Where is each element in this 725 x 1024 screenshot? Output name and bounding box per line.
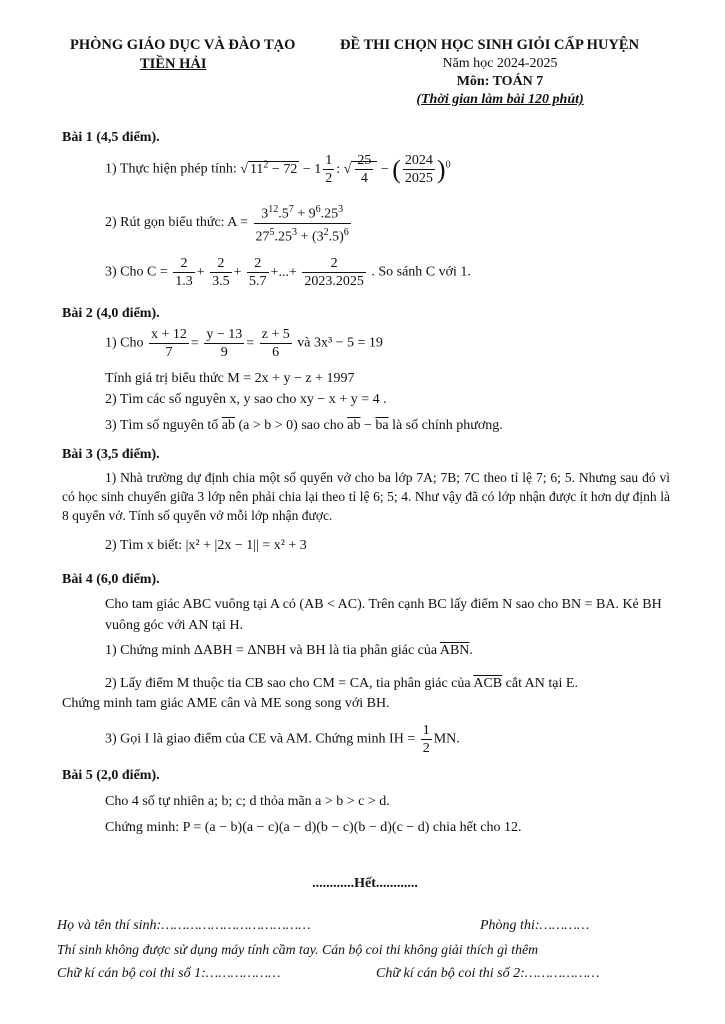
- bai3-title: Bài 3 (3,5 điểm).: [62, 447, 160, 462]
- bai2-q1-label: 1) Cho: [105, 335, 144, 351]
- bai3-q2: 2) Tìm x biết: |x² + |2x − 1|| = x² + 3: [105, 538, 307, 553]
- bai4-q1-dot: .: [469, 643, 473, 658]
- bai1-q3-tail: . So sánh C với 1.: [371, 264, 471, 280]
- bai5-title: Bài 5 (2,0 điểm).: [62, 768, 160, 783]
- bai1-q3-series: $\frac{2}{1.3}$ + $\frac{2}{3.5}$ + $\frac{2}{5.7}$ +...+ $\frac{2}{2023.2025}$: [175, 256, 364, 289]
- bai4-q1-text: 1) Chứng minh ΔABH = ΔNBH và BH là tia phân giác của: [105, 643, 438, 658]
- proctor-signature-2: Chữ kí cán bộ coi thi số 2:………………: [376, 966, 600, 981]
- calculator-note: Thí sinh không được sử dụng máy tính cầm tay. Cán bộ coi thi không giải thích gì thêm: [57, 942, 539, 957]
- bai1-q1: [105, 152, 451, 187]
- school-year: Năm học 2024-2025: [442, 56, 558, 71]
- bai5-line1: Cho 4 số tự nhiên a; b; c; d thỏa mãn a > b > c > d.: [105, 794, 390, 809]
- bai2-q1-ratios: $\frac{x + 12}{7}$ = $\frac{y - 13}{9}$ = $\frac{z + 5}{6}$: [151, 327, 290, 360]
- bai1-q1-label: 1) Thực hiện phép tính:: [105, 161, 237, 177]
- bai1-q2: [105, 201, 353, 245]
- bai1-q3: [105, 255, 471, 290]
- bai4-q3-mn: MN.: [433, 731, 460, 747]
- bai2-q3-text-g: là số chính phương.: [392, 418, 503, 433]
- bai4-q3-text: 3) Gọi I là giao điểm của CE và AM. Chứng minh IH =: [105, 731, 416, 747]
- bai2-q1-tail: và 3x³ − 5 = 19: [297, 335, 383, 351]
- bai2-q3-ab: $\overline{ab}$: [221, 418, 236, 433]
- bai4-q2: [105, 676, 578, 692]
- subject: Môn: TOÁN 7: [456, 74, 544, 89]
- bai1-q3-label: 3) Cho C =: [105, 264, 168, 280]
- bai1-q2-fraction: $\frac{3^{12}.5^7 + 9^6.25^3}{27^5.25^3 + (3^2.5)^6}$: [254, 201, 351, 245]
- bai1-q2-label: 2) Rút gọn biểu thức: A =: [105, 215, 249, 231]
- bai4-intro: Cho tam giác ABC vuông tại A có (AB < AC). Trên cạnh BC lấy điểm N sao cho BN = BA. Kẻ BH vuông góc với AN tại H.: [105, 597, 662, 633]
- candidate-name: Họ và tên thí sinh:………………………………: [57, 918, 311, 933]
- end-marker: ............Hết............: [312, 876, 418, 891]
- bai3-q1: 1) Nhà trường dự định chia một số quyển vở cho ba lớp 7A; 7B; 7C theo tỉ lệ 7; 6; 5. Nhưng sau đó vì có học sinh chuyển giữa 3 lớp nên phải chia lại theo tỉ lệ 6; 5; 4. Như vậy đã có lớp nhận được ít hơn dự định là 8 quyển vở. Tính số quyển vở mỗi lớp nhận được.: [62, 470, 670, 523]
- time-limit: (Thời gian làm bài 120 phút): [416, 92, 584, 107]
- exam-title: ĐỀ THI CHỌN HỌC SINH GIỎI CẤP HUYỆN: [340, 37, 640, 53]
- bai1-title: Bài 1 (4,5 điểm).: [62, 130, 160, 145]
- bai2-q3-text-a: 3) Tìm số nguyên tố: [105, 418, 219, 433]
- bai2-q3-minus: −: [363, 418, 372, 433]
- bai2-q3-ab2: $\overline{ab}$: [347, 418, 361, 433]
- bai4-q1: [105, 643, 473, 659]
- proctor-signature-1: Chữ kí cán bộ coi thi số 1:………………: [57, 966, 281, 981]
- bai4-q3: [105, 722, 460, 757]
- bai2-q3-ba: $\overline{ba}$: [375, 418, 389, 433]
- bai2-title: Bài 2 (4,0 điểm).: [62, 306, 160, 321]
- bai5-line2: Chứng minh: P = (a − b)(a − c)(a − d)(b − c)(b − d)(c − d) chia hết cho 12.: [105, 820, 522, 835]
- district-name: TIỀN HẢI: [140, 56, 207, 72]
- bai2-q1: [105, 326, 383, 361]
- bai2-q1-line2: Tính giá trị biểu thức M = 2x + y − z + 1997: [105, 371, 355, 386]
- bai4-q1-angle: $\overline{ABN}$: [439, 643, 470, 658]
- bai2-q3: [105, 418, 503, 434]
- bai4-q2-text: 2) Lấy điểm M thuộc tia CB sao cho CM = CA, tia phân giác của: [105, 676, 471, 691]
- bai1-q1-formula: √ $11^2 - 72 - 1$ $\frac{1}{2}$ : √ $\frac{25}{4}$ − ( $\frac{2024}{2025}$ )$^0$: [240, 153, 451, 186]
- exam-room: Phòng thi:…………: [480, 918, 590, 933]
- bai2-q3-text-c: (a > b > 0) sao cho: [238, 418, 344, 433]
- bai4-q2-line2: Chứng minh tam giác AME cân và ME song song với BH.: [62, 696, 390, 711]
- bai4-q2-angle: $\overline{ACB}$: [473, 676, 503, 691]
- bai2-q2: 2) Tìm các số nguyên x, y sao cho xy − x + y = 4 .: [105, 392, 387, 407]
- bai4-title: Bài 4 (6,0 điểm).: [62, 572, 160, 587]
- department-name: PHÒNG GIÁO DỤC VÀ ĐÀO TẠO: [70, 37, 296, 53]
- bai4-q3-half: $\frac{1}{2}$: [422, 723, 430, 756]
- bai4-q2-tail: cắt AN tại E.: [505, 676, 578, 691]
